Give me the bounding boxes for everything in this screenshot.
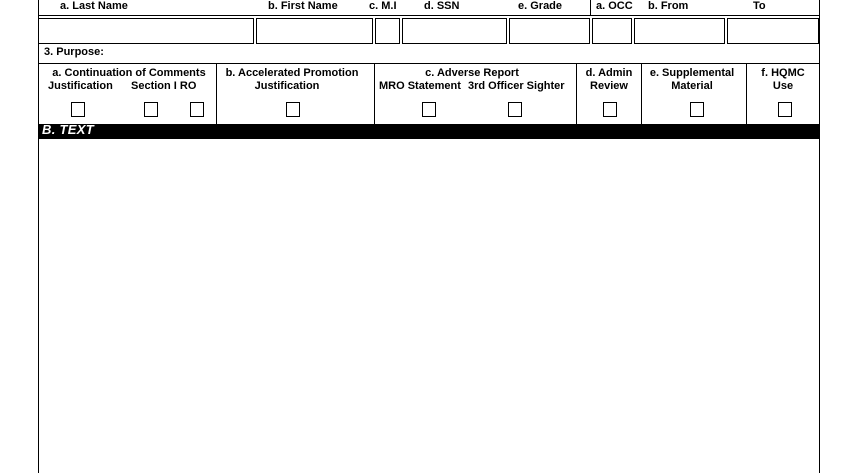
purpose-e-line2: Material: [671, 80, 713, 92]
purpose-b-line1: b. Accelerated Promotion: [225, 67, 359, 79]
text-body-area[interactable]: [39, 139, 819, 473]
supplemental-material-checkbox[interactable]: [690, 102, 704, 117]
occ-label: a. OCC: [596, 0, 633, 12]
text-section-header: [38, 124, 820, 139]
section-i-checkbox[interactable]: [144, 102, 158, 117]
form-right-border: [819, 0, 820, 473]
purpose-c-mro-label: MRO Statement: [379, 80, 461, 92]
text-section-title: B. TEXT: [42, 122, 94, 137]
purpose-f-line2: Use: [772, 80, 794, 92]
purpose-d-line2: Review: [590, 80, 628, 92]
occ-field[interactable]: [592, 18, 632, 44]
purpose-rule: [38, 63, 820, 64]
first-name-label: b. First Name: [268, 0, 338, 12]
purpose-col-divider: [374, 63, 375, 124]
purpose-d-line1: d. Admin: [585, 67, 633, 79]
mi-field[interactable]: [375, 18, 400, 44]
purpose-e-line1: e. Supplemental: [649, 67, 735, 79]
purpose-a-title: a. Continuation of Comments: [52, 67, 206, 79]
purpose-a-section-label: Section I RO: [131, 80, 197, 92]
purpose-b-line2: Justification: [254, 80, 320, 92]
accelerated-promotion-checkbox[interactable]: [286, 102, 300, 117]
grade-field[interactable]: [509, 18, 590, 44]
hqmc-use-checkbox[interactable]: [778, 102, 792, 117]
last-name-field[interactable]: [38, 18, 254, 44]
purpose-col-divider: [576, 63, 577, 124]
last-name-label: a. Last Name: [60, 0, 128, 12]
ssn-field[interactable]: [402, 18, 507, 44]
mro-statement-checkbox[interactable]: [422, 102, 436, 117]
purpose-heading: 3. Purpose:: [44, 46, 104, 58]
first-name-field[interactable]: [256, 18, 373, 44]
purpose-c-line1: c. Adverse Report: [425, 67, 519, 79]
purpose-c-sighter-label: 3rd Officer Sighter: [468, 80, 565, 92]
admin-review-checkbox[interactable]: [603, 102, 617, 117]
ssn-label: d. SSN: [424, 0, 460, 12]
header-rule: [38, 15, 820, 16]
to-field[interactable]: [727, 18, 819, 44]
to-label: To: [753, 0, 766, 12]
justification-checkbox[interactable]: [71, 102, 85, 117]
purpose-col-divider: [216, 63, 217, 124]
from-label: b. From: [648, 0, 689, 12]
purpose-col-divider: [641, 63, 642, 124]
purpose-a-justification-label: Justification: [48, 80, 113, 92]
grade-label: e. Grade: [518, 0, 563, 12]
header-divider: [590, 0, 591, 16]
ro-checkbox[interactable]: [190, 102, 204, 117]
third-officer-sighter-checkbox[interactable]: [508, 102, 522, 117]
from-field[interactable]: [634, 18, 725, 44]
mi-label: c. M.I: [369, 0, 397, 12]
purpose-f-line1: f. HQMC: [761, 67, 805, 79]
purpose-col-divider: [746, 63, 747, 124]
